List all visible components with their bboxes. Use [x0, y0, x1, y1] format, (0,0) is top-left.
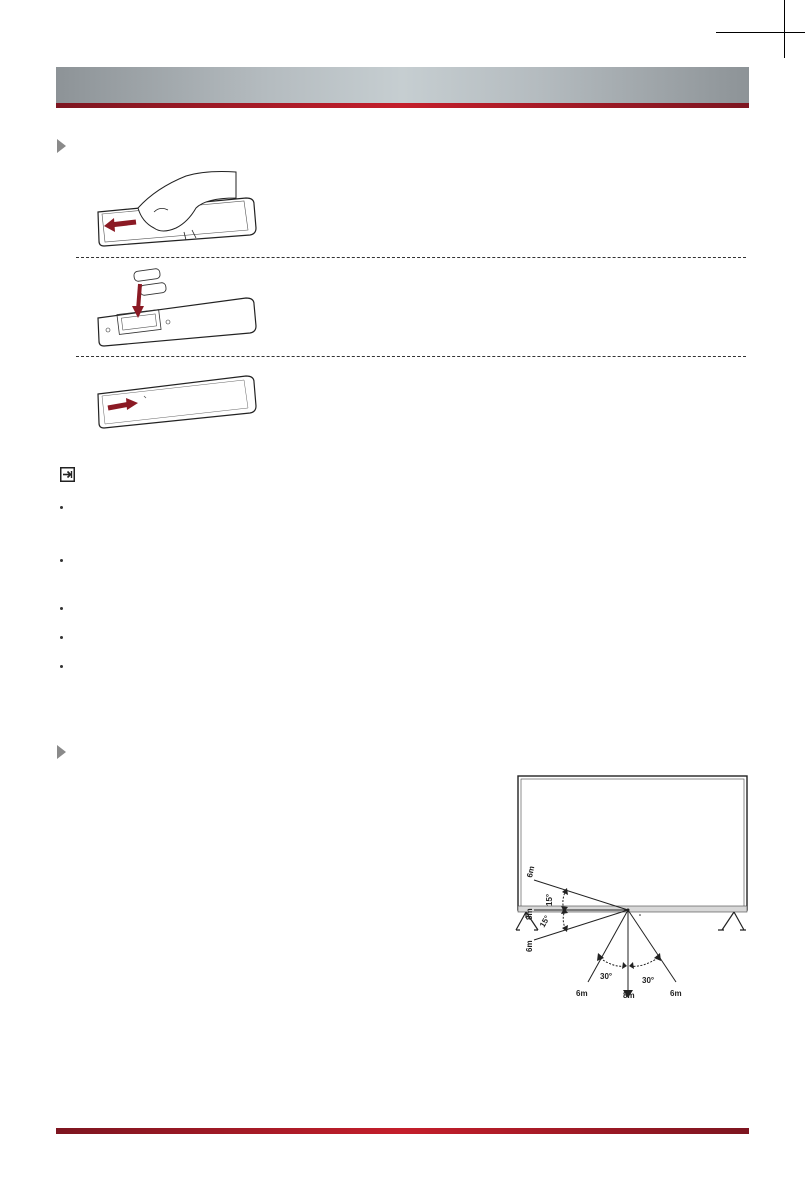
section-marker-icon [57, 139, 66, 153]
crop-mark-top-right-v [784, 0, 785, 58]
remote-cover-remove-illustration [96, 168, 276, 248]
remote-range-diagram [512, 772, 752, 1004]
bottom-left-distance-label: 6m [576, 989, 588, 998]
left-middle-distance-label: 8m [525, 908, 534, 920]
left-bottom-distance-label: 6m [525, 940, 534, 952]
angle-up-label: 15° [545, 893, 554, 906]
header-bar [56, 67, 749, 103]
section-marker-icon [57, 745, 66, 759]
angle-right-label: 30° [642, 976, 655, 985]
divider-line [76, 257, 746, 258]
header-accent-line [56, 103, 749, 108]
bottom-right-distance-label: 6m [670, 989, 682, 998]
note-arrow-icon [60, 467, 75, 482]
angle-down-label: 15° [537, 914, 552, 929]
remote-cover-close-illustration [96, 372, 266, 432]
angle-left-label: 30° [600, 972, 613, 981]
crop-mark-top-right-h [716, 32, 805, 33]
bullet-point [60, 506, 63, 509]
divider-line [76, 356, 746, 357]
bullet-point [60, 665, 63, 668]
bullet-point [60, 607, 63, 610]
footer-accent-line [56, 1128, 749, 1134]
battery-insert-illustration [96, 264, 276, 352]
left-top-distance-label: 6m [525, 865, 537, 879]
bullet-point [60, 636, 63, 639]
bullet-point [60, 559, 63, 562]
bottom-center-distance-label: 8m [623, 991, 635, 1000]
